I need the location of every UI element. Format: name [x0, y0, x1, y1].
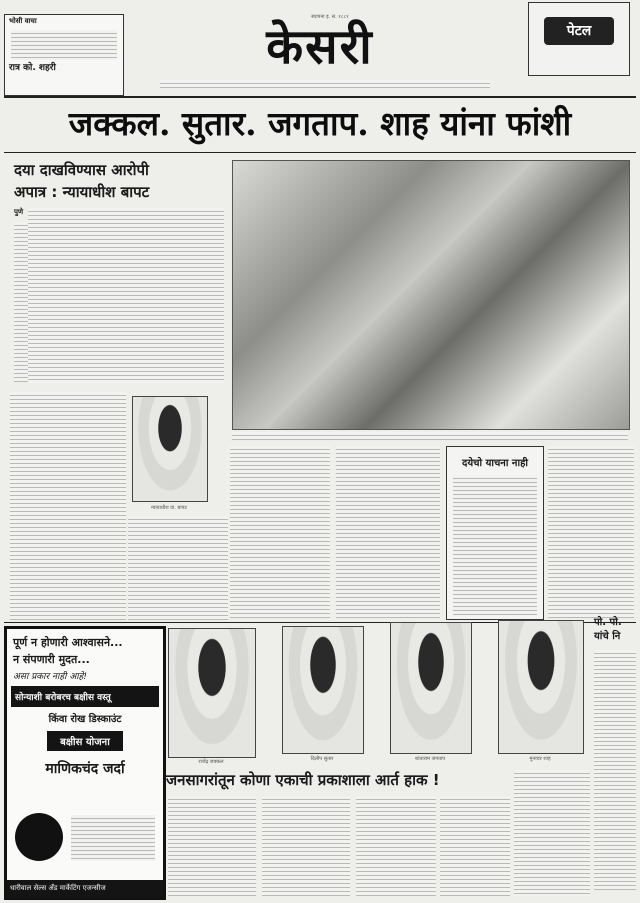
headline-rule [4, 152, 636, 153]
lead-dateline: पुणे [14, 208, 24, 216]
middle-column-2-text [336, 446, 440, 618]
sidebar-text [453, 475, 537, 615]
bottom-column-3 [356, 796, 436, 896]
advert-box [4, 626, 166, 900]
mugshot-1-caption: राजेंद्र जक्कल [198, 759, 224, 765]
bottom-column-5 [514, 770, 590, 896]
right-column-upper-text [548, 446, 634, 618]
crowd-photo [232, 160, 630, 430]
advert-brand: माणिकचंद जर्दा [45, 761, 125, 777]
masthead-right-logo: पेटल [544, 17, 614, 45]
advert-small-text [71, 815, 155, 861]
lead-subhead-2: अपात्र : न्यायाधीश बापट [14, 183, 150, 201]
mugshot-2 [282, 626, 364, 754]
masthead-right-box [528, 2, 630, 76]
middle-column-1-text [230, 446, 330, 618]
lead-story-text-2 [14, 222, 28, 382]
advert-line-2: न संपणारी मुदत... [13, 653, 90, 666]
left-column-text [10, 392, 126, 620]
mugshot-4 [498, 620, 584, 754]
mugshot-2-caption: दिलीप सुतार [310, 756, 334, 762]
mugshot-3 [390, 622, 472, 754]
masthead-left-text [11, 30, 117, 60]
judge-portrait [132, 396, 208, 502]
bottom-column-4 [440, 796, 510, 896]
bottom-headline: जनसागरांतून कोणा एकाची प्रकाशाला आर्त हाक ! [166, 771, 440, 789]
advert-line-3: असा प्रकार नाही आहे! [13, 672, 87, 682]
advert-line-1: पूर्ण न होणारी आश्वासने... [13, 636, 123, 649]
advert-footer: धारीवाल सेल्स अँड मार्केटिंग एजन्सीज [7, 880, 163, 897]
masthead-left-label: भोसी वाचा [9, 17, 37, 25]
mugshot-4-caption: मुनव्वर शाह [529, 756, 551, 762]
main-headline: जक्कल. सुतार. जगताप. शाह यांना फांशी [68, 104, 572, 143]
advert-logo [15, 813, 63, 861]
right-column-heading: पो. पो. यांचे नि [594, 617, 622, 642]
advert-band-2: किंवा रोख डिस्काउंट [48, 714, 122, 725]
lead-subhead-1: दया दाखविण्यास आरोपी [14, 161, 149, 179]
sidebar-heading: दयेचो याचना नाही [462, 458, 528, 469]
bottom-column-2 [262, 796, 350, 896]
bottom-column-1 [168, 796, 256, 896]
masthead-center-text [160, 80, 490, 88]
mugshot-1 [168, 628, 256, 758]
right-column-lower-text [594, 650, 636, 890]
advert-band-3: बक्षीस योजना [47, 731, 123, 751]
mugshot-3-caption: शांताराम जगताप [414, 756, 446, 762]
photo-caption [232, 432, 628, 440]
sidebar-box [446, 446, 544, 620]
masthead-left-issue: रात्र को. शहरी [9, 63, 56, 73]
center-left-text [128, 516, 228, 620]
masthead-title: केसरी [266, 19, 374, 75]
judge-portrait-caption: न्यायाधीश वा. बापट [151, 505, 187, 511]
masthead-left-box [4, 14, 124, 96]
masthead-top-center: स्थापना इ. स. १८८१ [311, 14, 349, 20]
advert-band-1: सोन्याशी बरोबरच बक्षीस वस्तू [11, 686, 159, 707]
lead-story-text [28, 208, 224, 383]
